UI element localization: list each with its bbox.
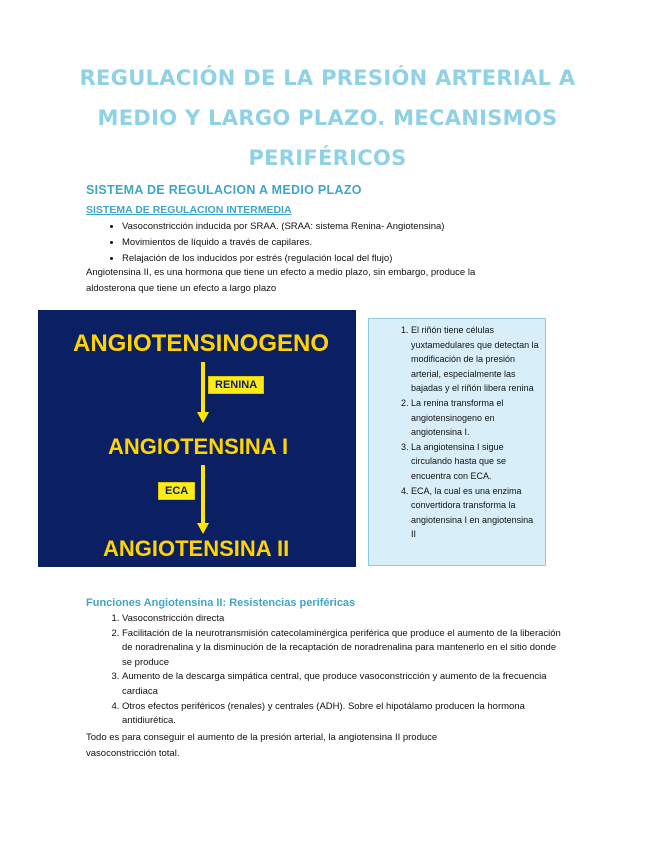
list-item: 2. La renina transforma el angiotensinogeno en angiotensina I. [411, 396, 539, 440]
raas-diagram [38, 310, 356, 567]
list-item: • Movimientos de líquido a través de capilares. [122, 235, 444, 251]
angiotensina-ii-label: ANGIOTENSINA II [103, 536, 290, 561]
arrow-1 [201, 362, 205, 412]
regulation-bullet-list [100, 219, 444, 267]
title-line-3: PERIFÉRICOS [248, 146, 407, 170]
list-item: 4. Otros efectos periféricos (renales) y centrales (ADH). Sobre el hipotálamo producen la hormona antidiurética. [122, 700, 562, 729]
renina-badge: RENINA [208, 376, 264, 394]
funciones-list [100, 612, 562, 729]
list-item: 3. Aumento de la descarga simpática central, que produce vasoconstricción y aumento de la frecuencia cardiaca [122, 670, 562, 699]
angiotensina-paragraph: Angiotensina II, es una hormona que tiene un efecto a medio plazo, sin embargo, produce la aldosterona que tiene un efecto a largo plazo [86, 267, 476, 294]
eca-badge: ECA [158, 482, 195, 500]
list-item: 3. La angiotensina I sigue circulando hasta que se encuentra con ECA. [411, 440, 539, 484]
list-item: • Vasoconstricción inducida por SRAA. (SRAA: sistema Renina- Angiotensina) [122, 219, 444, 235]
arrow-2-head [197, 523, 209, 534]
list-item: • Relajación de los inducidos por estrés (regulación local del flujo) [122, 251, 444, 267]
list-item: 1. El riñón tiene células yuxtamedulares que detectan la modificación de la presión arterial, especialmente las bajadas y el riñón libera renina [411, 323, 539, 396]
list-item: 4. ECA, la cual es una enzima convertidora transforma la angiotensina I en angiotensina II [411, 484, 539, 542]
title-line-1: REGULACIÓN DE LA PRESIÓN ARTERIAL A [79, 66, 576, 90]
arrow-1-head [197, 412, 209, 423]
list-item: 2. Facilitación de la neurotransmisión catecolaminérgica periférica que produce el aumento de la liberación de noradrenalina y la disminución de la recaptación de noradrenalina para mantenerlo en el sitio donde se produce [122, 627, 562, 671]
closing-paragraph: Todo es para conseguir el aumento de la presión arterial, la angiotensina II produce vasoconstricción total. [86, 732, 438, 759]
raas-explanation-box [368, 318, 546, 566]
section-heading-medio-plazo: SISTEMA DE REGULACION A MEDIO PLAZO [86, 183, 362, 197]
angiotensina-i-label: ANGIOTENSINA I [108, 434, 289, 459]
title-line-2: MEDIO Y LARGO PLAZO. MECANISMOS [97, 106, 558, 130]
section-subheading-intermedia: SISTEMA DE REGULACION INTERMEDIA [86, 204, 292, 216]
list-item: 1. Vasoconstricción directa [122, 612, 562, 627]
section-heading-funciones: Funciones Angiotensina II: Resistencias periféricas [86, 597, 356, 609]
angiotensinogeno-label: ANGIOTENSINOGENO [73, 330, 330, 357]
arrow-2 [201, 465, 205, 523]
page-title [60, 58, 595, 178]
